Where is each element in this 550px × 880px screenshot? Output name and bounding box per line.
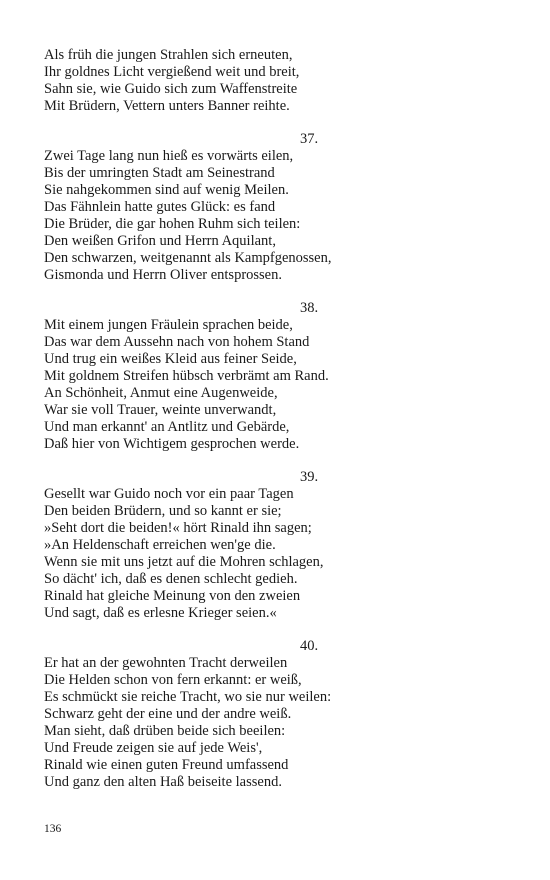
verse-line: Die Helden schon von fern erkannt: er weiß,	[44, 672, 302, 688]
verse-line: Und sagt, daß es erlesne Krieger seien.«	[44, 605, 277, 621]
verse-line: Und man erkannt' an Antlitz und Gebärde,	[44, 419, 290, 435]
verse-line: Bis der umringten Stadt am Seinestrand	[44, 165, 275, 181]
verse-line: So dächt' ich, daß es denen schlecht gedieh.	[44, 571, 298, 587]
verse-line: Daß hier von Wichtigem gesprochen werde.	[44, 436, 300, 452]
verse-line: Den schwarzen, weitgenannt als Kampfgenossen,	[44, 250, 332, 266]
verse-line: An Schönheit, Anmut eine Augenweide,	[44, 385, 278, 401]
verse-line: Das Fähnlein hatte gutes Glück: es fand	[44, 199, 276, 215]
stanza-40	[44, 638, 514, 791]
verse-line: Man sieht, daß drüben beide sich beeilen:	[44, 723, 286, 739]
verse-line: »Seht dort die beiden!« hört Rinald ihn sagen;	[44, 520, 312, 536]
stanza-continued	[44, 47, 514, 115]
stanza-number: 39.	[299, 469, 319, 485]
verse-line: Ihr goldnes Licht vergießend weit und breit,	[44, 64, 300, 80]
verse-line: Das war dem Aussehn nach von hohem Stand	[44, 334, 310, 350]
verse-line: Mit Brüdern, Vettern unters Banner reihte.	[44, 98, 290, 114]
verse-line: Rinald hat gleiche Meinung von den zweien	[44, 588, 301, 604]
verse-line: Es schmückt sie reiche Tracht, wo sie nur weilen:	[44, 689, 332, 705]
verse-line: Gesellt war Guido noch vor ein paar Tagen	[44, 486, 294, 502]
verse-line: War sie voll Trauer, weinte unverwandt,	[44, 402, 277, 418]
stanza-number: 40.	[299, 638, 319, 654]
verse-line: Die Brüder, die gar hohen Ruhm sich teilen:	[44, 216, 301, 232]
verse-line: Und trug ein weißes Kleid aus feiner Seide,	[44, 351, 297, 367]
verse-line: Den beiden Brüdern, und so kannt er sie;	[44, 503, 282, 519]
stanza-38	[44, 300, 514, 453]
verse-line: Als früh die jungen Strahlen sich erneuten,	[44, 47, 293, 63]
stanza-number: 37.	[299, 131, 319, 147]
verse-line: Wenn sie mit uns jetzt auf die Mohren schlagen,	[44, 554, 324, 570]
verse-line: Schwarz geht der eine und der andre weiß.	[44, 706, 292, 722]
verse-line: Er hat an der gewohnten Tracht derweilen	[44, 655, 288, 671]
page-number: 136	[44, 823, 62, 835]
verse-line: »An Heldenschaft erreichen wen'ge die.	[44, 537, 276, 553]
text-block	[44, 47, 514, 791]
stanza-39	[44, 469, 514, 622]
verse-line: Zwei Tage lang nun hieß es vorwärts eilen,	[44, 148, 294, 164]
verse-line: Gismonda und Herrn Oliver entsprossen.	[44, 267, 282, 283]
verse-line: Rinald wie einen guten Freund umfassend	[44, 757, 289, 773]
stanza-37	[44, 131, 514, 284]
stanza-number: 38.	[299, 300, 319, 316]
verse-line: Sie nahgekommen sind auf wenig Meilen.	[44, 182, 289, 198]
verse-line: Mit goldnem Streifen hübsch verbrämt am Rand.	[44, 368, 329, 384]
verse-line: Den weißen Grifon und Herrn Aquilant,	[44, 233, 276, 249]
verse-line: Sahn sie, wie Guido sich zum Waffenstreite	[44, 81, 298, 97]
verse-line: Und ganz den alten Haß beiseite lassend.	[44, 774, 282, 790]
verse-line: Mit einem jungen Fräulein sprachen beide,	[44, 317, 293, 333]
verse-line: Und Freude zeigen sie auf jede Weis',	[44, 740, 263, 756]
